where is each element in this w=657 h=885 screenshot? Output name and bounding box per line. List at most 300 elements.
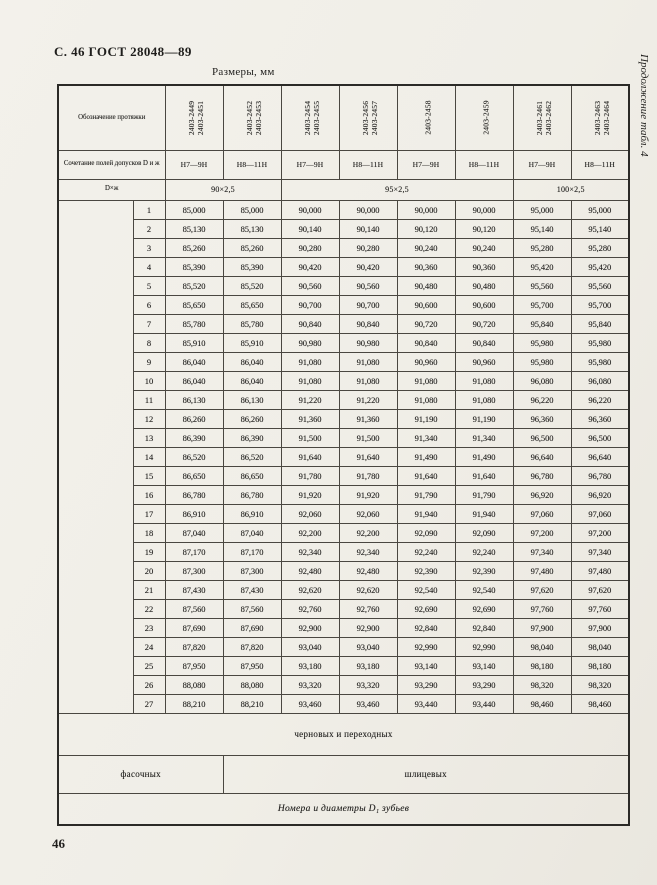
designation-line: 2403-2453 xyxy=(253,100,263,135)
value-cell: 95,980 xyxy=(513,333,571,352)
rotated-designation-text xyxy=(481,88,490,148)
tolerance-cell: Н8—11Н xyxy=(223,150,281,179)
value-cell: 90,560 xyxy=(339,276,397,295)
value-cell: 93,460 xyxy=(339,694,397,713)
value-cell: 91,190 xyxy=(397,409,455,428)
value-cell: 91,940 xyxy=(397,504,455,523)
value-cell: 97,760 xyxy=(571,599,629,618)
value-cell: 97,200 xyxy=(513,523,571,542)
value-cell: 93,440 xyxy=(455,694,513,713)
value-cell: 90,700 xyxy=(281,295,339,314)
value-cell: 92,900 xyxy=(339,618,397,637)
value-cell: 91,940 xyxy=(455,504,513,523)
teeth-diameters-table xyxy=(57,84,630,826)
designation-line: 2403-2462 xyxy=(543,100,553,135)
value-cell: 87,690 xyxy=(165,618,223,637)
value-cell: 92,240 xyxy=(455,542,513,561)
value-cell: 87,950 xyxy=(165,656,223,675)
value-cell: 90,140 xyxy=(339,219,397,238)
value-cell: 91,490 xyxy=(397,447,455,466)
value-cell: 90,960 xyxy=(455,352,513,371)
value-cell: 87,300 xyxy=(165,561,223,580)
value-cell: 92,690 xyxy=(397,599,455,618)
value-cell: 90,000 xyxy=(339,200,397,219)
tolerance-cell: Н7—9Н xyxy=(513,150,571,179)
value-cell: 92,390 xyxy=(397,561,455,580)
value-cell: 86,040 xyxy=(223,371,281,390)
value-cell: 88,080 xyxy=(165,675,223,694)
value-cell: 87,950 xyxy=(223,656,281,675)
value-cell: 97,900 xyxy=(571,618,629,637)
rotated-designation-text xyxy=(303,88,321,148)
value-cell: 90,360 xyxy=(455,257,513,276)
value-cell: 85,780 xyxy=(223,314,281,333)
value-cell: 87,690 xyxy=(223,618,281,637)
value-cell: 96,640 xyxy=(513,447,571,466)
row-number-cell: 19 xyxy=(133,542,165,561)
row-number-cell: 18 xyxy=(133,523,165,542)
value-cell: 86,780 xyxy=(223,485,281,504)
stub-label: Обозначение протяжки xyxy=(78,113,146,121)
row-number-cell: 25 xyxy=(133,656,165,675)
value-cell: 93,290 xyxy=(455,675,513,694)
value-cell: 92,240 xyxy=(397,542,455,561)
value-cell: 96,360 xyxy=(513,409,571,428)
value-cell: 90,120 xyxy=(455,219,513,238)
value-cell: 95,000 xyxy=(571,200,629,219)
designation-line: 2403-2449 xyxy=(186,100,196,135)
row-number-cell: 3 xyxy=(133,238,165,257)
value-cell: 92,690 xyxy=(455,599,513,618)
value-cell: 97,620 xyxy=(513,580,571,599)
row-number-cell: 1 xyxy=(133,200,165,219)
value-cell: 90,960 xyxy=(397,352,455,371)
table-continuation-note: Продолжение табл. 4 xyxy=(638,54,650,157)
value-cell: 96,640 xyxy=(571,447,629,466)
row-number-cell: 9 xyxy=(133,352,165,371)
value-cell: 92,540 xyxy=(455,580,513,599)
value-cell: 93,440 xyxy=(397,694,455,713)
value-cell: 98,180 xyxy=(513,656,571,675)
value-cell: 87,560 xyxy=(223,599,281,618)
row-number-cell: 12 xyxy=(133,409,165,428)
value-cell: 90,840 xyxy=(397,333,455,352)
value-cell: 91,080 xyxy=(281,352,339,371)
value-cell: 93,040 xyxy=(281,637,339,656)
column-header-designation xyxy=(571,85,629,150)
value-cell: 96,080 xyxy=(571,371,629,390)
row-number-cell: 27 xyxy=(133,694,165,713)
value-cell: 96,220 xyxy=(571,390,629,409)
value-cell: 90,480 xyxy=(397,276,455,295)
value-cell: 90,240 xyxy=(397,238,455,257)
value-cell: 96,220 xyxy=(513,390,571,409)
value-cell: 85,260 xyxy=(223,238,281,257)
rotated-designation-text xyxy=(187,88,205,148)
value-cell: 97,760 xyxy=(513,599,571,618)
value-cell: 90,600 xyxy=(397,295,455,314)
column-header-designation xyxy=(339,85,397,150)
value-cell: 98,460 xyxy=(513,694,571,713)
row-number-cell: 17 xyxy=(133,504,165,523)
value-cell: 86,910 xyxy=(223,504,281,523)
value-cell: 90,840 xyxy=(455,333,513,352)
column-header-designation xyxy=(281,85,339,150)
value-cell: 97,480 xyxy=(513,561,571,580)
units-note: Размеры, мм xyxy=(212,66,275,78)
row-number-cell: 15 xyxy=(133,466,165,485)
designation-line: 2403-2463 xyxy=(592,100,602,135)
value-cell: 92,340 xyxy=(281,542,339,561)
value-cell: 92,060 xyxy=(281,504,339,523)
column-header-designation xyxy=(165,85,223,150)
value-cell: 97,060 xyxy=(571,504,629,523)
row-number-cell: 24 xyxy=(133,637,165,656)
value-cell: 86,040 xyxy=(165,371,223,390)
value-cell: 90,980 xyxy=(281,333,339,352)
value-cell: 92,200 xyxy=(281,523,339,542)
value-cell: 92,540 xyxy=(397,580,455,599)
value-cell: 90,560 xyxy=(281,276,339,295)
row-number-cell: 22 xyxy=(133,599,165,618)
value-cell: 90,280 xyxy=(339,238,397,257)
value-cell: 86,260 xyxy=(165,409,223,428)
value-cell: 85,650 xyxy=(223,295,281,314)
row-number-cell: 4 xyxy=(133,257,165,276)
value-cell: 91,080 xyxy=(397,390,455,409)
row-number-cell: 2 xyxy=(133,219,165,238)
value-cell: 92,840 xyxy=(455,618,513,637)
value-cell: 95,560 xyxy=(571,276,629,295)
value-cell: 95,280 xyxy=(571,238,629,257)
value-cell: 95,420 xyxy=(571,257,629,276)
value-cell: 96,780 xyxy=(513,466,571,485)
footer-teeth-numbers-diameters-label: Номера и диаметры D₁ зубьев xyxy=(58,793,629,825)
designation-line: 2403-2456 xyxy=(360,100,370,135)
column-header-designation xyxy=(513,85,571,150)
page-number: 46 xyxy=(52,836,65,851)
value-cell: 85,520 xyxy=(165,276,223,295)
value-cell: 91,360 xyxy=(281,409,339,428)
row-number-cell: 8 xyxy=(133,333,165,352)
value-cell: 96,920 xyxy=(513,485,571,504)
value-cell: 92,340 xyxy=(339,542,397,561)
value-cell: 95,980 xyxy=(513,352,571,371)
value-cell: 95,000 xyxy=(513,200,571,219)
value-cell: 90,840 xyxy=(281,314,339,333)
value-cell: 91,190 xyxy=(455,409,513,428)
stub-label: D×ж xyxy=(105,185,119,193)
tolerance-cell: Н8—11Н xyxy=(339,150,397,179)
value-cell: 98,040 xyxy=(513,637,571,656)
value-cell: 97,340 xyxy=(513,542,571,561)
value-cell: 87,300 xyxy=(223,561,281,580)
value-cell: 92,060 xyxy=(339,504,397,523)
value-cell: 98,460 xyxy=(571,694,629,713)
designation-line: 2403-2461 xyxy=(534,100,544,135)
row-number-cell: 11 xyxy=(133,390,165,409)
value-cell: 91,080 xyxy=(281,371,339,390)
value-cell: 97,340 xyxy=(571,542,629,561)
stub-tolerance-label xyxy=(58,150,165,179)
rotated-designation-text xyxy=(593,88,611,148)
value-cell: 96,920 xyxy=(571,485,629,504)
value-cell: 96,500 xyxy=(571,428,629,447)
value-cell: 97,200 xyxy=(571,523,629,542)
value-cell: 88,210 xyxy=(165,694,223,713)
value-cell: 97,900 xyxy=(513,618,571,637)
value-cell: 91,640 xyxy=(339,447,397,466)
tolerance-cell: Н7—9Н xyxy=(165,150,223,179)
value-cell: 86,130 xyxy=(165,390,223,409)
value-cell: 93,040 xyxy=(339,637,397,656)
rotated-designation-text xyxy=(361,88,379,148)
value-cell: 97,060 xyxy=(513,504,571,523)
value-cell: 85,000 xyxy=(165,200,223,219)
value-cell: 95,420 xyxy=(513,257,571,276)
value-cell: 98,040 xyxy=(571,637,629,656)
value-cell: 86,520 xyxy=(223,447,281,466)
row-number-cell: 14 xyxy=(133,447,165,466)
value-cell: 90,240 xyxy=(455,238,513,257)
value-cell: 90,120 xyxy=(397,219,455,238)
value-cell: 86,650 xyxy=(165,466,223,485)
value-cell: 90,480 xyxy=(455,276,513,295)
value-cell: 92,200 xyxy=(339,523,397,542)
stub-label: Сочетание полей допусков D и ж xyxy=(63,160,160,168)
value-cell: 92,620 xyxy=(281,580,339,599)
value-cell: 90,720 xyxy=(397,314,455,333)
value-cell: 90,840 xyxy=(339,314,397,333)
column-header-designation xyxy=(455,85,513,150)
value-cell: 90,600 xyxy=(455,295,513,314)
value-cell: 91,790 xyxy=(397,485,455,504)
value-cell: 90,420 xyxy=(339,257,397,276)
value-cell: 93,140 xyxy=(397,656,455,675)
value-cell: 87,040 xyxy=(223,523,281,542)
value-cell: 97,480 xyxy=(571,561,629,580)
left-margin-cell xyxy=(58,200,133,713)
value-cell: 91,080 xyxy=(455,390,513,409)
value-cell: 87,170 xyxy=(223,542,281,561)
value-cell: 86,040 xyxy=(165,352,223,371)
value-cell: 90,000 xyxy=(281,200,339,219)
value-cell: 95,140 xyxy=(571,219,629,238)
value-cell: 92,480 xyxy=(339,561,397,580)
value-cell: 91,080 xyxy=(455,371,513,390)
value-cell: 85,130 xyxy=(223,219,281,238)
value-cell: 85,520 xyxy=(223,276,281,295)
value-cell: 91,640 xyxy=(397,466,455,485)
value-cell: 87,170 xyxy=(165,542,223,561)
rotated-designation-text xyxy=(535,88,553,148)
value-cell: 96,780 xyxy=(571,466,629,485)
value-cell: 86,130 xyxy=(223,390,281,409)
value-cell: 85,910 xyxy=(223,333,281,352)
value-cell: 87,040 xyxy=(165,523,223,542)
value-cell: 85,650 xyxy=(165,295,223,314)
value-cell: 92,990 xyxy=(397,637,455,656)
value-cell: 86,260 xyxy=(223,409,281,428)
value-cell: 91,360 xyxy=(339,409,397,428)
value-cell: 98,320 xyxy=(571,675,629,694)
value-cell: 95,840 xyxy=(571,314,629,333)
footer-spline-label: шлицевых xyxy=(223,755,629,793)
row-number-cell: 7 xyxy=(133,314,165,333)
value-cell: 88,210 xyxy=(223,694,281,713)
stub-size-label xyxy=(58,179,165,200)
value-cell: 91,920 xyxy=(281,485,339,504)
value-cell: 95,700 xyxy=(513,295,571,314)
designation-line: 2403-2454 xyxy=(302,100,312,135)
value-cell: 92,990 xyxy=(455,637,513,656)
designation-line: 2403-2464 xyxy=(601,100,611,135)
value-cell: 86,520 xyxy=(165,447,223,466)
value-cell: 92,760 xyxy=(281,599,339,618)
value-cell: 86,390 xyxy=(223,428,281,447)
value-cell: 91,790 xyxy=(455,485,513,504)
column-header-designation xyxy=(397,85,455,150)
value-cell: 90,700 xyxy=(339,295,397,314)
designation-line: 2403-2452 xyxy=(244,100,254,135)
designation-line: 2403-2459 xyxy=(481,100,490,135)
value-cell: 93,290 xyxy=(397,675,455,694)
value-cell: 85,390 xyxy=(165,257,223,276)
value-cell: 91,340 xyxy=(455,428,513,447)
row-number-cell: 6 xyxy=(133,295,165,314)
row-number-cell: 5 xyxy=(133,276,165,295)
value-cell: 87,430 xyxy=(165,580,223,599)
value-cell: 90,360 xyxy=(397,257,455,276)
size-group-cell: 100×2,5 xyxy=(513,179,629,200)
designation-line: 2403-2458 xyxy=(423,100,432,135)
value-cell: 92,090 xyxy=(455,523,513,542)
row-number-cell: 10 xyxy=(133,371,165,390)
value-cell: 90,980 xyxy=(339,333,397,352)
value-cell: 91,340 xyxy=(397,428,455,447)
row-number-cell: 23 xyxy=(133,618,165,637)
value-cell: 86,390 xyxy=(165,428,223,447)
value-cell: 90,000 xyxy=(397,200,455,219)
value-cell: 92,760 xyxy=(339,599,397,618)
column-header-designation xyxy=(223,85,281,150)
footer-roughing-transition-label: черновых и переходных xyxy=(58,713,629,755)
value-cell: 91,080 xyxy=(339,352,397,371)
value-cell: 95,280 xyxy=(513,238,571,257)
row-number-cell: 16 xyxy=(133,485,165,504)
value-cell: 97,620 xyxy=(571,580,629,599)
value-cell: 92,090 xyxy=(397,523,455,542)
tolerance-cell: Н7—9Н xyxy=(281,150,339,179)
value-cell: 91,500 xyxy=(339,428,397,447)
rotated-designation-text xyxy=(423,88,432,148)
page-header: С. 46 ГОСТ 28048—89 xyxy=(54,44,192,59)
row-number-cell: 21 xyxy=(133,580,165,599)
value-cell: 98,180 xyxy=(571,656,629,675)
value-cell: 90,140 xyxy=(281,219,339,238)
designation-line: 2403-2455 xyxy=(311,100,321,135)
value-cell: 85,390 xyxy=(223,257,281,276)
value-cell: 93,320 xyxy=(339,675,397,694)
tolerance-cell: Н7—9Н xyxy=(397,150,455,179)
tolerance-cell: Н8—11Н xyxy=(571,150,629,179)
value-cell: 93,140 xyxy=(455,656,513,675)
value-cell: 85,260 xyxy=(165,238,223,257)
value-cell: 96,500 xyxy=(513,428,571,447)
value-cell: 96,360 xyxy=(571,409,629,428)
value-cell: 90,280 xyxy=(281,238,339,257)
value-cell: 91,220 xyxy=(339,390,397,409)
value-cell: 91,080 xyxy=(397,371,455,390)
value-cell: 93,460 xyxy=(281,694,339,713)
value-cell: 85,130 xyxy=(165,219,223,238)
row-number-cell: 20 xyxy=(133,561,165,580)
stub-designation-label xyxy=(58,85,165,150)
value-cell: 92,840 xyxy=(397,618,455,637)
value-cell: 95,840 xyxy=(513,314,571,333)
size-group-cell: 95×2,5 xyxy=(281,179,513,200)
value-cell: 98,320 xyxy=(513,675,571,694)
row-number-cell: 26 xyxy=(133,675,165,694)
value-cell: 86,040 xyxy=(223,352,281,371)
value-cell: 93,180 xyxy=(281,656,339,675)
value-cell: 96,080 xyxy=(513,371,571,390)
value-cell: 91,920 xyxy=(339,485,397,504)
value-cell: 86,780 xyxy=(165,485,223,504)
value-cell: 91,640 xyxy=(281,447,339,466)
value-cell: 85,910 xyxy=(165,333,223,352)
value-cell: 90,420 xyxy=(281,257,339,276)
designation-line: 2403-2451 xyxy=(195,100,205,135)
value-cell: 90,720 xyxy=(455,314,513,333)
value-cell: 90,000 xyxy=(455,200,513,219)
value-cell: 95,980 xyxy=(571,333,629,352)
footer-chamfer-label: фасочных xyxy=(58,755,223,793)
value-cell: 92,480 xyxy=(281,561,339,580)
value-cell: 91,780 xyxy=(339,466,397,485)
value-cell: 91,640 xyxy=(455,466,513,485)
value-cell: 92,390 xyxy=(455,561,513,580)
value-cell: 86,910 xyxy=(165,504,223,523)
value-cell: 91,500 xyxy=(281,428,339,447)
value-cell: 95,980 xyxy=(571,352,629,371)
rotated-designation-text xyxy=(245,88,263,148)
value-cell: 88,080 xyxy=(223,675,281,694)
value-cell: 95,140 xyxy=(513,219,571,238)
value-cell: 93,320 xyxy=(281,675,339,694)
value-cell: 91,490 xyxy=(455,447,513,466)
value-cell: 95,560 xyxy=(513,276,571,295)
value-cell: 93,180 xyxy=(339,656,397,675)
value-cell: 87,820 xyxy=(223,637,281,656)
size-group-cell: 90×2,5 xyxy=(165,179,281,200)
value-cell: 87,820 xyxy=(165,637,223,656)
value-cell: 87,430 xyxy=(223,580,281,599)
designation-line: 2403-2457 xyxy=(369,100,379,135)
row-number-cell: 13 xyxy=(133,428,165,447)
value-cell: 92,620 xyxy=(339,580,397,599)
value-cell: 91,080 xyxy=(339,371,397,390)
value-cell: 85,000 xyxy=(223,200,281,219)
value-cell: 85,780 xyxy=(165,314,223,333)
value-cell: 87,560 xyxy=(165,599,223,618)
value-cell: 91,220 xyxy=(281,390,339,409)
value-cell: 91,780 xyxy=(281,466,339,485)
value-cell: 92,900 xyxy=(281,618,339,637)
value-cell: 95,700 xyxy=(571,295,629,314)
tolerance-cell: Н8—11Н xyxy=(455,150,513,179)
value-cell: 86,650 xyxy=(223,466,281,485)
